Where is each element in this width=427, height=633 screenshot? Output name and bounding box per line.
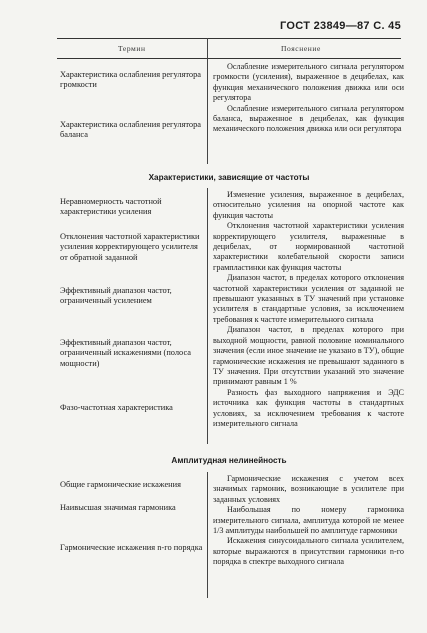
explanation-effective-range-distortion: Диапазон частот, в пределах которого при выходной мощности, равной половине номинального значения (если иное значение не указано в ТУ), общие гармонические искажения не превышают заданного в ТУ значения. При отсутствии указаний это значение принимают равным 1 % (213, 325, 404, 387)
explanation-nth-order: Искажения синусоидального сигнала усилителем, которые выражаются в присутствии гармоники n-го порядка в спектре выходного сигнала (213, 536, 404, 567)
section-title-nonlinearity: Амплитудная нелинейность (171, 456, 287, 465)
table-header-rule (57, 58, 401, 59)
explanation-frequency-flatness: Изменение усиления, выраженное в децибелах, относительно усиления на опорной частоте как функция частоты (213, 190, 404, 220)
column-divider (207, 38, 208, 164)
section-title-frequency: Характеристики, зависящие от частоты (148, 173, 310, 182)
term-frequency-response-flatness: Неравномерность частотной характеристики усиления (60, 197, 162, 217)
explanation-block-nonlinearity (213, 474, 404, 568)
explanation-volume-attenuation: Ослабление измерительного сигнала регулятором громкости (усиления), выраженное в децибелах, как функция механического положения движка или оси регулятора (213, 62, 404, 103)
column-divider (207, 188, 208, 444)
term-highest-significant-harmonic: Наивысшая значимая гармоника (60, 503, 176, 512)
term-total-harmonic-distortion: Общие гармонические искажения (60, 480, 181, 489)
term-phase-frequency-response: Фазо-частотная характеристика (60, 403, 173, 412)
explanation-phase-frequency: Разность фаз выходного напряжения и ЭДС источника как функция частоты в стандартных условиях, за исключением требования к частоте измерительного сигнала (213, 387, 404, 428)
column-divider (207, 472, 208, 598)
term-corrector-response-deviation: Отклонения частотной характеристики усиления корректирующего усилителя от обратной заданной (60, 232, 200, 262)
term-effective-range-gain: Эффективный диапазон частот, ограниченный усилением (60, 286, 172, 306)
explanation-total-harmonic: Гармонические искажения с учетом всех значимых гармоник, возникающие в усилителе при заданных условиях (213, 474, 404, 504)
explanation-balance-attenuation: Ослабление измерительного сигнала регулятором баланса, выраженное в децибелах, как функция механического положения движка или оси регулятора (213, 103, 404, 134)
column-header-term: Термин (118, 44, 146, 53)
term-volume-attenuation: Характеристика ослабления регулятора громкости (60, 70, 201, 90)
standard-header: ГОСТ 23849—87 С. 45 (280, 20, 401, 32)
column-header-explanation: Пояснение (281, 44, 321, 53)
term-nth-order-harmonic-distortion: Гармонические искажения n-го порядка (60, 543, 203, 552)
explanation-block-1 (213, 62, 404, 135)
table-top-rule (57, 38, 401, 39)
term-balance-attenuation: Характеристика ослабления регулятора баланса (60, 120, 201, 140)
explanation-corrector-deviation: Отклонения частотной характеристики усиления корректирующего усилителя, выраженные в децибелах, от нормированной частотной характеристики колебательной скорости записи грампластинки как функция частоты (213, 221, 404, 272)
explanation-highest-harmonic: Наибольшая по номеру гармоника измерительного сигнала, амплитуда которой не менее 1/3 амплитуды наибольшей по амплитуде гармоники (213, 505, 404, 536)
term-effective-range-distortion: Эффективный диапазон частот, ограниченный искажениями (полоса мощности) (60, 338, 191, 368)
explanation-effective-range-gain: Диапазон частот, в пределах которого отклонения частотной характеристики усиления от заданной не превышают указанных в ТУ значений при установке усилителя в стандартные условия, за исключением требования к частоте измерительного сигнала (213, 273, 404, 324)
explanation-block-frequency (213, 190, 404, 429)
